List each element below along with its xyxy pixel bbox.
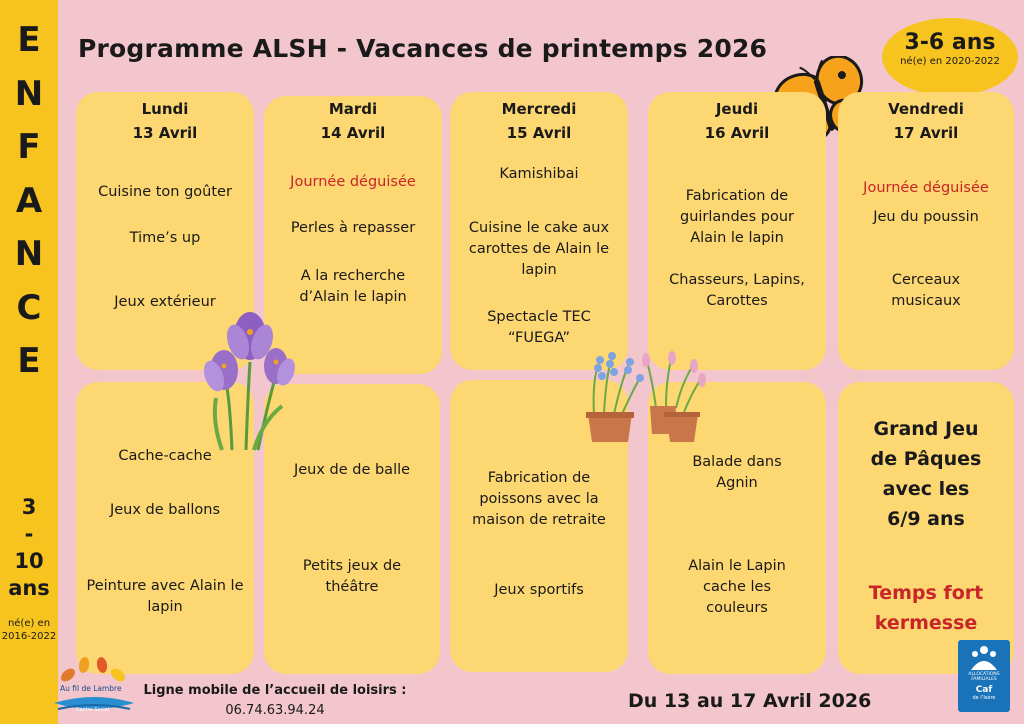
side-letter: E xyxy=(17,20,41,60)
card-vendredi-morning xyxy=(838,92,1014,370)
phone-label: Ligne mobile de l’accueil de loisirs : xyxy=(143,683,407,698)
side-letter: C xyxy=(16,287,42,328)
date-range: Du 13 au 17 Avril 2026 xyxy=(628,690,872,712)
logo-subtext: Centre Social xyxy=(76,707,110,713)
logo-text: Au fil de Lambre xyxy=(60,684,122,693)
sidebar xyxy=(0,0,58,724)
activity: Perles à repasser xyxy=(290,220,416,236)
age-badge-label: 3-6 ans xyxy=(904,30,996,55)
activity-big: Grand Jeu de Pâques avec les 6/9 ans xyxy=(870,418,982,530)
activity: A la recherche d’Alain le lapin xyxy=(299,268,407,305)
activity: Fabrication de poissons avec la maison de retraite xyxy=(472,470,606,528)
page-title: Programme ALSH - Vacances de printemps 2026 xyxy=(78,34,768,63)
age-badge xyxy=(882,18,1018,96)
activity-highlight: Journée déguisée xyxy=(290,174,416,190)
activity: Chasseurs, Lapins, Carottes xyxy=(669,272,805,309)
side-age-line: 10 xyxy=(14,549,44,573)
activity: Time’s up xyxy=(129,230,201,246)
day-date: 17 Avril xyxy=(893,124,959,142)
card-vendredi-afternoon xyxy=(838,382,1014,674)
caf-subtitle: ALLOCATIONS FAMILIALES xyxy=(968,672,1000,682)
activity: Kamishibai xyxy=(499,166,579,182)
phone-block xyxy=(130,681,420,721)
side-letter: N xyxy=(14,234,44,274)
side-letter: A xyxy=(15,180,43,221)
day-date: 14 Avril xyxy=(320,124,386,142)
day-name: Jeudi xyxy=(715,100,759,118)
side-born-years: né(e) en 2016-2022 xyxy=(1,618,57,642)
phone-number: 06.74.63.94.24 xyxy=(225,703,325,718)
activity: Petits jeux de théâtre xyxy=(302,558,402,595)
activity: Cache-cache xyxy=(118,448,212,464)
crocus-flowers-icon xyxy=(192,302,298,452)
enfance-vertical-title xyxy=(0,14,58,389)
activity-highlight: Journée déguisée xyxy=(863,180,989,196)
activity: Jeux sportifs xyxy=(494,582,584,598)
side-age-line: 3 xyxy=(21,495,37,519)
side-age-line: ans xyxy=(8,576,50,600)
day-name: Lundi xyxy=(141,100,189,118)
age-badge-sub: né(e) en 2020-2022 xyxy=(900,56,1000,67)
card-mercredi-morning xyxy=(450,92,628,370)
day-name: Mardi xyxy=(328,100,378,118)
side-age-range xyxy=(0,494,58,602)
caf-family-icon xyxy=(967,644,1001,672)
activity: Cuisine ton goûter xyxy=(98,184,232,200)
activity: Fabrication de guirlandes pour Alain le lapin xyxy=(679,188,794,246)
activity: Alain le Lapin cache les couleurs xyxy=(688,558,786,616)
day-name: Mercredi xyxy=(501,100,577,118)
caf-logo xyxy=(958,640,1010,712)
day-date: 13 Avril xyxy=(132,124,198,142)
activity: Cerceaux musicaux xyxy=(891,272,961,309)
au-fil-de-lambre-logo xyxy=(50,655,138,717)
potted-flowers-icon xyxy=(582,348,708,444)
side-age-line: - xyxy=(24,522,34,546)
activity: Balade dans Agnin xyxy=(692,454,782,491)
activity: Cuisine le cake aux carottes de Alain le lapin xyxy=(468,220,610,278)
activity: Jeux extérieur xyxy=(114,294,216,310)
activity: Jeux de de balle xyxy=(293,462,411,478)
side-letter: F xyxy=(17,127,41,167)
activity-highlight: Temps fort kermesse xyxy=(868,582,984,634)
side-letter: N xyxy=(14,73,44,114)
day-date: 16 Avril xyxy=(704,124,770,142)
caf-department: de l’Isère xyxy=(972,695,996,701)
day-date: 15 Avril xyxy=(506,124,572,142)
side-letter: E xyxy=(17,341,41,381)
caf-name: Caf xyxy=(975,685,993,695)
card-jeudi-morning xyxy=(648,92,826,370)
activity: Peinture avec Alain le lapin xyxy=(86,578,244,615)
day-name: Vendredi xyxy=(888,100,964,118)
activity: Jeux de ballons xyxy=(109,502,221,518)
activity: Jeu du poussin xyxy=(873,209,979,225)
activity: Spectacle TEC “FUEGA” xyxy=(487,309,591,346)
